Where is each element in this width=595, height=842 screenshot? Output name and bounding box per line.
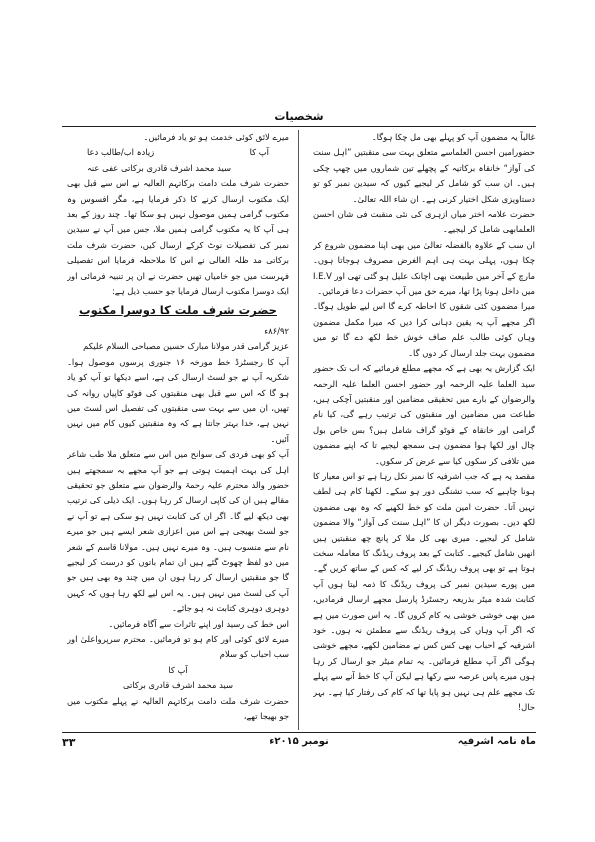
paragraph: آپ کا رجسٹرڈ خط مورخہ ۱۶ جنوری پرسوں موصول ہوا۔ شکریہ آپ نے جو لسٹ ارسال کی ہے، اسے دیکھا تو آپ کو یاد ہو گا کہ اس سے قبل بھی منقبتوں کی فوٹو کاپیاں روانہ کی تھیں، ان میں سے بہت سی منقبتوں کی تفصیل اس لسٹ میں نہیں ہے، خدا بہتر جانتا ہے کہ وہ منقبتیں کیوں کام میں نہیں آئیں۔ <box>67 356 289 444</box>
paragraph: حضرت شرف ملت دامت برکاتہم العالیہ نے پہلے مکتوب میں جو بھیجا تھے، <box>67 695 289 722</box>
running-head: شخصیات <box>274 110 324 123</box>
signature: سید محمد اشرف قادری برکاتی <box>122 680 234 691</box>
closing-left: زیادہ اب/طالب دعا <box>87 147 155 158</box>
paragraph: غالباً یہ مضمون آپ کو پہلے بھی مل چکا ہوگا۔ <box>371 132 535 142</box>
closing-right: آپ کا <box>249 147 269 158</box>
date-line: ۸۶/۹۲ء <box>264 325 289 336</box>
section-heading: حضرت شرف ملت کا دوسرا مکتوب <box>79 303 277 318</box>
paragraph: میرا مضمون کئی شقوں کا احاطہ کرے گا اس لیے طویل ہوگا۔ اگر مجھے آپ یہ یقین دہانی کرا دیں کہ میرا مکمل مضمون وہاں کوئی طالب علم صاف خوش خط لکھ دے گا تو میں مضمون بہت جلد ارسال کر دوں گا۔ <box>313 301 535 358</box>
right-column <box>313 130 535 730</box>
page-number: ۳۳ <box>62 736 76 749</box>
issue-date: نومبر ۲۰۱۵ء <box>269 736 329 747</box>
paragraph: ایک گزارش یہ بھی ہے کہ مجھے مطلع فرمائیے کہ اب تک حضور سید العلما علیہ الرحمہ اور حضور احسن العلما علیہ الرحمہ والرضوان کے بارے میں تحقیقی مضامین اور منقبتیں آچکی ہیں، طباعت میں مضامین اور منقبتوں کی ترتیب رہے گی، کیا نام گرامی اور خانقاہ کے فوٹو گراف شامل ہیں؟ بس خاص بول چال اور لکھا ہوا مضمون ہی سمجھ لیجیے تا کہ اپنے مضمون میں تلافی کر سکوں کیا سے عرض کر سکوں۔ <box>313 363 535 466</box>
left-column <box>67 130 289 730</box>
paragraph: میرے لائق کوئی خدمت ہو تو یاد فرمائیں۔ <box>143 132 289 142</box>
paragraph: میرے لائق کوئی اور کام ہو تو فرمائیں۔ محترم سرپرواعلیٰ اور سب احباب کو سلام <box>67 634 289 660</box>
footer <box>62 734 536 752</box>
paragraph: آپ کو بھی فردی کی سوانح میں اس سے متعلق ملا طب شاعر اہل کی بہت اہمیت ہوتی ہے جو آپ مجھے بہ سمجھتے ہیں حضور والد محترم علیہ رحمۃ والرضوان سے متعلق جو تحقیقی مقالے ہیں ان کی کاپی ارسال کر رہا ہوں۔ ایک ذیلی کی ترتیب بھی دیکھ لیے گا۔ اگر ان کی کتابت نہیں ہو سکی ہے تو آپ نے جو لسٹ بھیجی ہے اس میں اعزازی شعر ایسے ہیں جو میرے نام سے منسوب ہیں۔ وہ میرے نہیں ہیں۔ مولانا قاسم کے شعر میں دو لفظ چھوٹ گئے ہیں ان تمام باتوں کو درست کر لیجیے گا جو منقبتیں ارسال کر رہا ہوں ان میں چند وہ بھی ہیں جو آپ کی لسٹ میں نہیں ہیں۔ یہ اس لیے لکھ رہا ہوں کہ کہیں دوہری دوہری کتابت نہ ہو جائے۔ <box>67 449 289 614</box>
paragraph: حضورامین احسن العلماسے متعلق بہت سی منقبتیں ”اہل سنت کی آواز“ خانقاہ برکاتیہ کے پچھلے تین شماروں میں چھپ چکی ہیں۔ ان سب کو شامل کر لیجیے کیوں کہ سیدین نمبر کو تو دستاویزی شکل اختیار کرنی ہے۔ ان شاء اللہ تعالیٰ۔ <box>313 147 535 204</box>
salutation: عزیز گرامی قدر مولانا مبارک حسین مصباحی السلام علیکم <box>83 341 289 352</box>
paragraph: حضرت علامہ اختر میاں ازہری کی نئی منقبت فی شان احسن العلمابھی شامل کر لیجیے۔ <box>313 209 535 235</box>
magazine-name: ماہ نامہ اشرفیہ <box>457 736 536 747</box>
paragraph: اس خط کی رسید اور اپنے تاثرات سے آگاہ فرمائیں۔ <box>108 618 289 629</box>
closing-line: آپ کا <box>168 664 188 675</box>
closing-line <box>67 145 289 160</box>
signature: سید محمد اشرف قادری برکاتی عفی عنہ <box>87 162 232 173</box>
paragraph: حضرت شرف ملت دامت برکاتہم العالیہ نے اس سے قبل بھی ایک مکتوب ارسال کرنے کا ذکر فرمایا ہے، مگر افسوس وہ مکتوب گرامی ہمیں موصول نہیں ہو سکا تھا۔ چند روز کے بعد ہی آپ کا یہ مکتوب گرامی ہمیں ملا، جس میں آپ نے سیدین نمبر کی تفصیلات نوٹ کرکے ارسال کیں، حضرت شرف ملت برکاتی مد ظلہ العالی نے اس کا ملاحظہ فرمایا اس تفصیلی فہرست میں جو خامیاں تھیں حضرت نے ان پر تنبیہ فرمائی اور ایک دوسرا مکتوب ارسال فرمایا جو حسب ذیل ہے: <box>67 178 289 297</box>
paragraph: ان سب کے علاوہ بالفضلہ تعالیٰ میں بھی اپنا مضمون شروع کر چکا ہوں، پہلی بہت ہی اہم الغرض مصروف ہوجاتا ہوں۔ مارچ کے آخر میں طبیعت بھی اچانک علیل ہو گئی تھی اور I.E.V میں داخل ہونا پڑا تھا، میرے حق میں آپ حضرات دعا فرمائیں۔ <box>313 239 535 297</box>
paragraph: مقصد یہ ہے کہ جب اشرفیہ کا نمبر نکل رہا ہے تو اس معیار کا ہونا چاہیے کہ سب تشنگی دور ہو سکے۔ لکھنا کام ہی لطف نہیں آتا۔ حضرت امین ملت کو خط لکھیے کہ وہ بھی مضمون لکھ دیں۔ بصورت دیگر ان کا ”اہل سنت کی آواز“ والا مضمون شامل کر لیجیے۔ میری بھی کل ملا کر پانچ چھ منقبتیں ہیں انھیں شامل کیجیے۔ کتابت کے بعد پروف ریڈنگ کا معاملہ سخت ہوتا ہے تو بھی پروف ریڈنگ کر لیے کہ کس کے ساتھ کریں گے۔ میں پورے سیدین نمبر کی پروف ریڈنگ کا ذمہ لیتا ہوں آپ کتابت شدہ میٹر بذریعہ رجسٹرڈ پارسل مجھے ارسال فرمادیں، میں بھی خوشی خوشی یہ کام کروں گا۔ یہ اس صورت میں ہے کہ اگر آپ وہاں کی پروف ریڈنگ سے مطمئن نہ ہوں۔ خود اشرفیہ کے احباب بھی کس کس نے مضامین لکھے، مجھے خوشی ہوگی اگر آپ مطلع فرمائیں۔ یہ تمام میٹر جو ارسال کر رہا ہوں میرے پاس عرصہ سے رکھا ہے لیکن آپ کا خط آنے سے پہلے تک مجھے علم ہی نہیں ہو پایا تھا کہ کام کی رفتار کیا ہے۔ بہر حال! <box>313 470 535 713</box>
header-rule <box>62 126 536 127</box>
footer-rule <box>62 732 536 733</box>
column-divider <box>298 130 299 730</box>
